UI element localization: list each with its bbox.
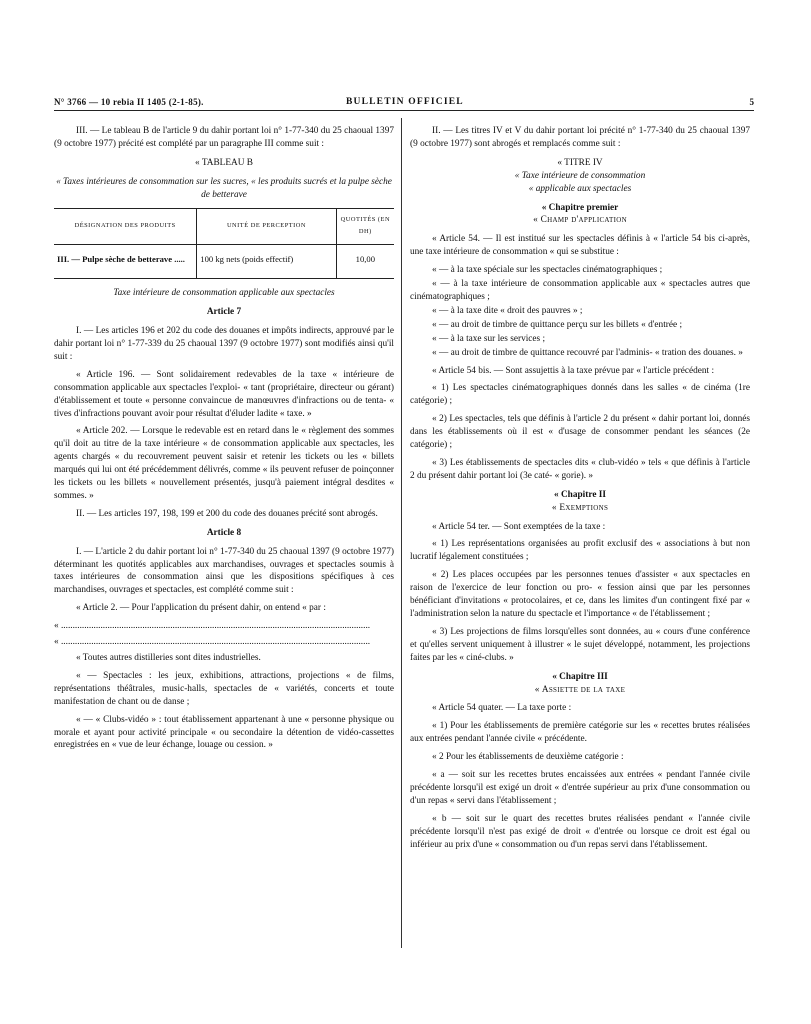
article-54-bis-text: « Article 54 bis. — Sont assujettis à la taxe prévue par « l'article précédent : [432, 365, 715, 376]
right-column [410, 125, 750, 857]
article-54-ter-item: « 2) Les places occupées par les personnes tenues d'assister « aux spectacles en raison de l'exercice de leur fonction ou pro- « fession ainsi que par les personnes bénéficiant d'invitations « protocolaires, et ce, dans les limites d'un contingent fixé par « l'administration selon la nature du spectacle et l'importance « de l'établissement ; [410, 570, 750, 619]
elided-line: « ..................................................................................................................................... [54, 637, 371, 648]
article-54-item: « — à la taxe spéciale sur les spectacles cinématographiques ; [432, 265, 663, 276]
issue-reference: N° 3766 — 10 rebia II 1405 (2-1-85). [54, 97, 204, 107]
table-header-unite: UNITÉ DE PERCEPTION [197, 208, 336, 245]
chapter-3-title: « Chapitre III [552, 671, 608, 682]
clubs-video-definition: « — « Clubs-vidéo » : tout établissement appartenant à une « personne physique ou morale et ayant pour activité principale « ou secondaire la détention de vidéo-cassettes enregistrées en « vue de leur échange, louage ou cession. » [54, 714, 394, 751]
article-54-bis-item: « 2) Les spectacles, tels que définis à l'article 2 du présent « dahir portant loi, donnés dans les établissements où il est « d'usage de consommer pendant les séances (2e catégorie) ; [410, 414, 750, 451]
chapter-2-title: « Chapitre II [554, 489, 606, 500]
chapter-2-subtitle: « Exemptions [551, 502, 609, 513]
article-54-quater-item: « b — soit sur le quart des recettes brutes réalisées pendant « l'année civile précédente lorsqu'il n'est pas exigé de droit « d'entrée ou lorsque ce droit est égal ou inférieur au prix d'une « consommation ou d'un repas servi dans l'établissement. [410, 813, 750, 850]
tableau-subtitle: « Taxes intérieures de consommation sur les sucres, « les produits sucrés et la pulpe sèche de betterave [56, 176, 392, 200]
page-number: 5 [749, 97, 754, 107]
titre-heading: « TITRE IV [557, 157, 603, 168]
tableau-title: « TABLEAU B [195, 157, 253, 168]
elided-line: « ..................................................................................................................................... [54, 621, 371, 632]
article-196-text: « Article 196. — Sont solidairement redevables de la taxe « intérieure de consommation applicable aux spectacles l'exploi- « tant (propriétaire, directeur ou gérant) d'établissement et toute « personne convaincue de manœuvres d'infractions ou de tenta- « tives d'infractions pouvant avoir pour résultat d'éluder ladite « taxe. » [54, 369, 394, 419]
article-54-bis-item: « 1) Les spectacles cinématographiques donnés dans les salles « de cinéma (1re catégorie) ; [410, 383, 750, 407]
article-7-paragraph: I. — Les articles 196 et 202 du code des douanes et impôts indirects, approuvé par le dahir portant loi n° 1-77-339 du 25 chaoual 1397 (9 octobre 1977) sont modifiés ainsi qu'il suit : [54, 326, 394, 362]
section-heading: Taxe intérieure de consommation applicable aux spectacles [113, 288, 335, 299]
article-8-title: Article 8 [206, 527, 242, 538]
article-54-quater-text: « Article 54 quater. — La taxe porte : [432, 703, 572, 714]
article-54-quater-item: « 2 Pour les établissements de deuxième catégorie : [432, 752, 624, 763]
table-cell-unite: 100 kg nets (poids effectif) [197, 245, 336, 279]
distilleries-text: « Toutes autres distilleries sont dites industrielles. [76, 653, 261, 663]
article-54-item: « — au droit de timbre de quittance recouvré par l'adminis- « tration des douanes. » [432, 347, 743, 358]
table-cell-designation: III. — Pulpe sèche de betterave ..... [57, 254, 185, 265]
article-54-quater-item: « 1) Pour les établissements de première catégorie sur les « recettes brutes réalisées aux entrées pendant l'année civile « précédente. [410, 721, 750, 745]
intro-paragraph: III. — Le tableau B de l'article 9 du dahir portant loi n° 1-77-340 du 25 chaoual 1397 (9 octobre 1977) précité est complété par un paragraphe III comme suit : [54, 126, 394, 149]
article-54-quater-item: « a — soit sur les recettes brutes encaissées aux entrées « pendant l'année civile précédente lorsqu'il est exigé un droit « d'entrée supérieur au prix d'une consommation ou d'un repas « servi dans l'établissement ; [410, 770, 750, 806]
table-header-designation: DÉSIGNATION DES PRODUITS [54, 208, 197, 245]
table-header-row [54, 208, 394, 245]
spectacles-definition: « — Spectacles : les jeux, exhibitions, attractions, projections « de films, représentations théâtrales, music-halls, spectacles de « variétés, concerts et toute manifestation de chant ou de danse ; [54, 670, 394, 707]
chapter-1-title: « Chapitre premier [541, 202, 619, 213]
chapter-1-subtitle: « Champ d'application [533, 215, 627, 226]
titles-paragraph: II. — Les titres IV et V du dahir portant loi précité n° 1-77-340 du 25 chaoual 1397 (9 octobre 1977) sont abrogés et remplacés comme suit : [410, 126, 750, 149]
titre-subheading: « Taxe intérieure de consommation [514, 170, 646, 181]
article-54-item: « — à la taxe intérieure de consommation applicable aux « spectacles autres que cinématographiques ; [410, 279, 750, 302]
article-7-title: Article 7 [206, 307, 242, 318]
article-54-bis-item: « 3) Les établissements de spectacles dits « club-vidéo » tels « que définis à l'article 2 du présent dahir portant loi (3e caté- « gorie). » [410, 457, 750, 481]
tax-table [54, 208, 394, 280]
left-column [54, 125, 394, 757]
article-8-paragraph: I. — L'article 2 du dahir portant loi n° 1-77-340 du 25 chaoual 1397 (9 octobre 1977) déterminant les quotités applicables aux marchandises, ouvrages et spectacles soumis à taxes intérieures de consommation ainsi que les dispositions spécifiques à ces marchandises, ouvrages et spectacles, est complété comme suit : [54, 546, 394, 596]
article-54-ter-text: « Article 54 ter. — Sont exemptées de la taxe : [432, 521, 606, 532]
article-54-item: « — au droit de timbre de quittance perçu sur les billets « d'entrée ; [432, 319, 683, 330]
publication-title: BULLETIN OFFICIEL [346, 97, 464, 107]
page-header [54, 96, 754, 111]
article-54-ter-item: « 1) Les représentations organisées au profit exclusif des « associations à but non lucratif légalement constituées ; [410, 539, 750, 563]
article-54-ter-item: « 3) Les projections de films lorsqu'elles sont données, au « cours d'une conférence et qu'elles servent uniquement à illustrer « le sujet développé, notamment, les projections faites par les « ciné-clubs. » [410, 626, 750, 663]
article-2-text: « Article 2. — Pour l'application du présent dahir, on entend « par : [76, 603, 326, 614]
column-divider [401, 118, 402, 948]
table-cell-quotite: 10,00 [336, 245, 394, 279]
table-header-quotite: QUOTITÉS (EN DH) [336, 208, 394, 245]
table-row [54, 245, 394, 279]
titre-subheading: « applicable aux spectacles [528, 183, 632, 194]
article-54-item: « — à la taxe sur les services ; [432, 333, 546, 344]
article-54-text: « Article 54. — Il est institué sur les spectacles définis à « l'article 54 bis ci-après, une taxe intérieure de consommation « qui se substitue : [410, 234, 750, 258]
article-7-part-2: II. — Les articles 197, 198, 199 et 200 du code des douanes précité sont abrogés. [76, 508, 378, 519]
article-202-text: « Article 202. — Lorsque le redevable est en retard dans le « règlement des sommes qu'il doit au titre de la taxe intérieure « de consommation applicable aux spectacles, les agents chargés « du recouvrement peuvent saisir et retenir les tickets ou les « billets marqués qui lui ont été précédemment délivrés, comme « ils peuvent refuser de poinçonner les tickets ou les billets « nouvellement présentés, jusqu'à paiement intégral desdites « sommes. » [54, 426, 394, 501]
article-54-item: « — à la taxe dite « droit des pauvres » ; [432, 305, 583, 316]
chapter-3-subtitle: « Assiette de la taxe [534, 684, 626, 695]
